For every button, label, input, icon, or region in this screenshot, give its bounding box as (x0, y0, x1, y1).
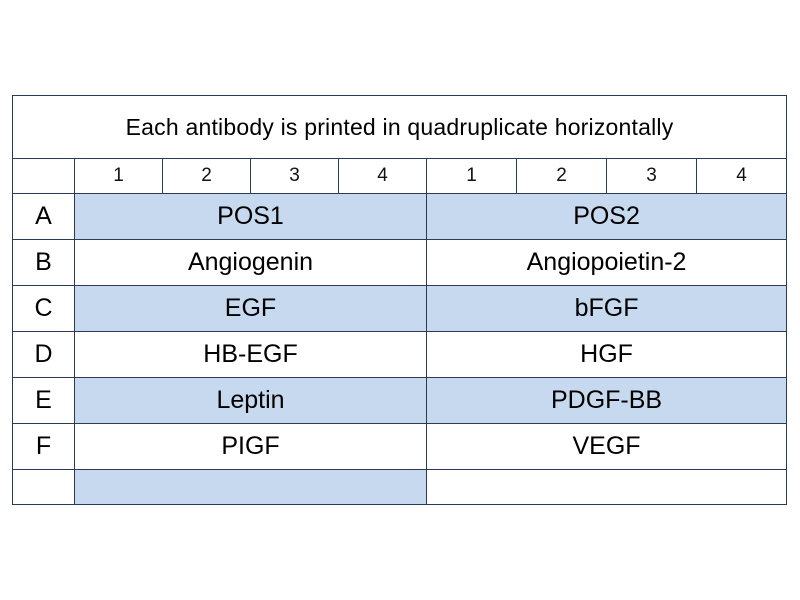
analyte-f-right: VEGF (427, 424, 787, 470)
figure-caption: Each antibody is printed in quadruplicate horizontally (13, 96, 787, 159)
col-num-left-1: 1 (75, 159, 163, 194)
col-num-left-2: 2 (163, 159, 251, 194)
col-num-left-4: 4 (339, 159, 427, 194)
col-num-right-3: 3 (607, 159, 697, 194)
analyte-b-right: Angiopoietin-2 (427, 240, 787, 286)
column-number-row (13, 159, 787, 194)
table-row (13, 378, 787, 424)
analyte-blank-right (427, 470, 787, 505)
row-label-b: B (13, 240, 75, 286)
row-label-e: E (13, 378, 75, 424)
table-row-partial (13, 470, 787, 505)
row-label-f: F (13, 424, 75, 470)
col-num-right-4: 4 (697, 159, 787, 194)
corner-cell (13, 159, 75, 194)
analyte-c-left: EGF (75, 286, 427, 332)
caption-row (13, 96, 787, 159)
table-row (13, 286, 787, 332)
analyte-a-left: POS1 (75, 194, 427, 240)
col-num-left-3: 3 (251, 159, 339, 194)
analyte-d-right: HGF (427, 332, 787, 378)
antibody-array-table (12, 95, 787, 505)
col-num-right-2: 2 (517, 159, 607, 194)
col-num-right-1: 1 (427, 159, 517, 194)
row-label-c: C (13, 286, 75, 332)
analyte-blank-left (75, 470, 427, 505)
analyte-e-right: PDGF-BB (427, 378, 787, 424)
table-row (13, 194, 787, 240)
analyte-a-right: POS2 (427, 194, 787, 240)
analyte-e-left: Leptin (75, 378, 427, 424)
row-label-a: A (13, 194, 75, 240)
row-label-blank (13, 470, 75, 505)
analyte-d-left: HB-EGF (75, 332, 427, 378)
analyte-c-right: bFGF (427, 286, 787, 332)
analyte-b-left: Angiogenin (75, 240, 427, 286)
table-row (13, 424, 787, 470)
row-label-d: D (13, 332, 75, 378)
table-row (13, 240, 787, 286)
table-row (13, 332, 787, 378)
analyte-f-left: PIGF (75, 424, 427, 470)
